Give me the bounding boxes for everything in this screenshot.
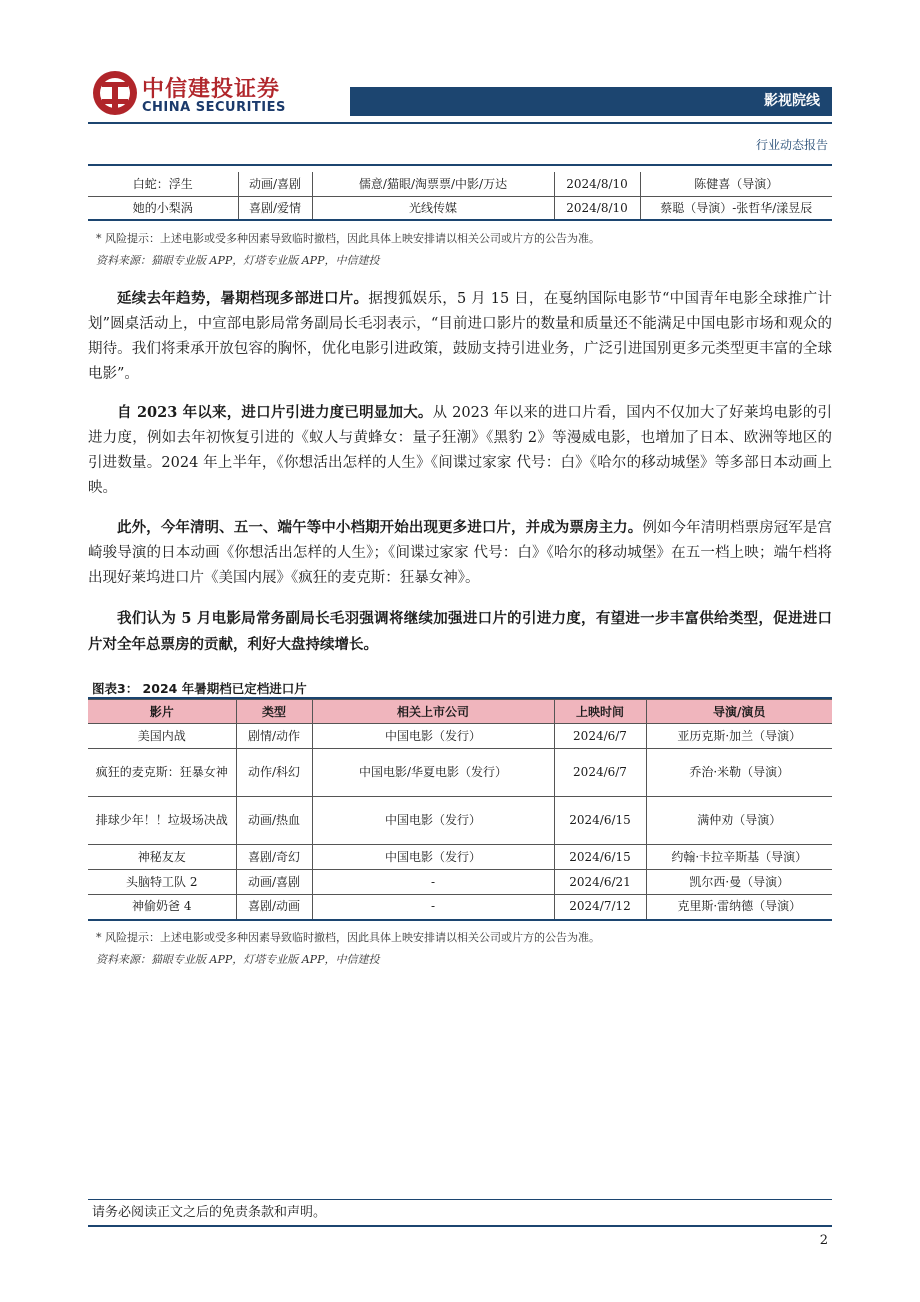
table-cell: 2024/8/10 xyxy=(554,196,640,220)
table-cell: 蔡聪（导演）-张哲华/漾昱辰 xyxy=(640,196,832,220)
table-cell: 动画/喜剧 xyxy=(238,172,312,196)
table-row xyxy=(88,196,832,220)
footer-divider xyxy=(88,1199,832,1200)
paragraph-1 xyxy=(88,286,832,387)
paragraph-3 xyxy=(88,515,832,591)
brand-name-en: CHINA SECURITIES xyxy=(142,100,286,115)
table-cell: 凯尔西·曼（导演） xyxy=(646,870,832,895)
table-cell: 动画/喜剧 xyxy=(236,870,312,895)
paragraph-lead: 延续去年趋势，暑期档现多部进口片。 xyxy=(117,290,369,307)
paragraph-body: 据搜狐娱乐，5 月 15 日，在戛纳国际电影节“中国青年电影全球推广计划”圆桌活动上，中宣部电影局常务副局长毛羽表示，“目前进口影片的数量和质量还不能满足中国电影市场和观众的期待。我们将秉承开放包容的胸怀，优化电影引进政策，鼓励支持引进业务，广泛引进国别更多元类型更丰富的全球电影”。 xyxy=(88,291,832,382)
table-row xyxy=(88,895,832,920)
table-row xyxy=(88,749,832,797)
table-cell: 排球少年！！垃圾场决战 xyxy=(88,797,236,845)
table-row xyxy=(88,172,832,196)
column-header: 类型 xyxy=(236,700,312,724)
table-cell: - xyxy=(312,895,554,920)
column-header: 上映时间 xyxy=(554,700,646,724)
paragraph-body: 例如今年清明档票房冠军是宫崎骏导演的日本动画《你想活出怎样的人生》；《间谍过家家 代号：白》《哈尔的移动城堡》在五一档上映；端午档将出现好莱坞进口片《美国内展》《疯狂的麦克斯：狂暴女神》。 xyxy=(88,520,832,586)
table1-top-rule xyxy=(88,164,832,166)
table-cell: 动作/科幻 xyxy=(236,749,312,797)
table-row xyxy=(88,845,832,870)
table-cell: 亚历克斯·加兰（导演） xyxy=(646,724,832,749)
section-title: 影视院线 xyxy=(764,93,820,109)
table-cell: 2024/7/12 xyxy=(554,895,646,920)
table-cell: 美国内战 xyxy=(88,724,236,749)
table-cell: 2024/6/15 xyxy=(554,797,646,845)
table-cell: 喜剧/动画 xyxy=(236,895,312,920)
citic-logo-icon xyxy=(92,70,138,116)
table-cell: 2024/6/7 xyxy=(554,749,646,797)
page-number: 2 xyxy=(819,1233,828,1248)
table-cell: 喜剧/奇幻 xyxy=(236,845,312,870)
table-cell: 2024/8/10 xyxy=(554,172,640,196)
table-cell: 乔治·米勒（导演） xyxy=(646,749,832,797)
header-divider xyxy=(88,122,832,124)
table-row xyxy=(88,870,832,895)
column-header: 导演/演员 xyxy=(646,700,832,724)
source-note: 资料来源：猫眼专业版 APP，灯塔专业版 APP，中信建投 xyxy=(96,953,380,966)
paragraph-2 xyxy=(88,400,832,501)
table-cell: 克里斯·雷纳德（导演） xyxy=(646,895,832,920)
table-row xyxy=(88,724,832,749)
column-header: 相关上市公司 xyxy=(312,700,554,724)
table-cell: 2024/6/7 xyxy=(554,724,646,749)
footer-rule xyxy=(88,1225,832,1227)
table-cell: 2024/6/15 xyxy=(554,845,646,870)
source-note: 资料来源：猫眼专业版 APP，灯塔专业版 APP，中信建投 xyxy=(96,254,380,267)
table-cell: 神偷奶爸 4 xyxy=(88,895,236,920)
table-cell: 头脑特工队 2 xyxy=(88,870,236,895)
brand-name-cn: 中信建投证券 xyxy=(142,77,281,102)
table-cell: 剧情/动作 xyxy=(236,724,312,749)
paragraph-lead: 自 2023 年以来，进口片引进力度已明显加大。 xyxy=(117,404,433,421)
table-cell: 神秘友友 xyxy=(88,845,236,870)
continued-film-table xyxy=(88,172,832,221)
table-cell: 动画/热血 xyxy=(236,797,312,845)
table-cell: 她的小梨涡 xyxy=(88,196,238,220)
table-cell: 中国电影（发行） xyxy=(312,845,554,870)
disclaimer: 请务必阅读正文之后的免责条款和声明。 xyxy=(92,1205,327,1220)
report-type: 行业动态报告 xyxy=(755,138,828,152)
table-cell: 白蛇：浮生 xyxy=(88,172,238,196)
table-cell: 疯狂的麦克斯：狂暴女神 xyxy=(88,749,236,797)
table-cell: 喜剧/爱情 xyxy=(238,196,312,220)
table-cell: 中国电影（发行） xyxy=(312,724,554,749)
table-cell: 光线传媒 xyxy=(312,196,554,220)
column-header: 影片 xyxy=(88,700,236,724)
table-cell: 儒意/猫眼/淘票票/中影/万达 xyxy=(312,172,554,196)
table-row xyxy=(88,797,832,845)
figure-title: 图表3： 2024 年暑期档已定档进口片 xyxy=(92,681,307,696)
table-cell: 中国电影（发行） xyxy=(312,797,554,845)
table-header-row xyxy=(88,700,832,724)
section-banner xyxy=(350,87,832,116)
table-cell: 中国电影/华夏电影（发行） xyxy=(312,749,554,797)
table-cell: 满仲劝（导演） xyxy=(646,797,832,845)
table-cell: 约翰·卡拉辛斯基（导演） xyxy=(646,845,832,870)
paragraph-body: 从 2023 年以来的进口片看，国内不仅加大了好莱坞电影的引进力度，例如去年初恢复引进的《蚁人与黄蜂女：量子狂潮》《黑豹 2》等漫威电影，也增加了日本、欧洲等地区的引进数量。2024 年上半年，《你想活出怎样的人生》《间谍过家家 代号：白》《哈尔的移动城堡》等多部日本动画上映。 xyxy=(88,405,832,496)
paragraph-lead: 此外，今年清明、五一、端午等中小档期开始出现更多进口片，并成为票房主力。 xyxy=(117,519,643,536)
table-cell: 陈健喜（导演） xyxy=(640,172,832,196)
table-cell: - xyxy=(312,870,554,895)
table-cell: 2024/6/21 xyxy=(554,870,646,895)
paragraph-lead: 我们认为 5 月电影局常务副局长毛羽强调将继续加强进口片的引进力度，有望进一步丰富供给类型，促进进口片对全年总票房的贡献，利好大盘持续增长。 xyxy=(88,610,832,653)
imported-films-table xyxy=(88,699,832,921)
risk-note: * 风险提示：上述电影或受多种因素导致临时撤档，因此具体上映安排请以相关公司或片方的公告为准。 xyxy=(96,232,600,245)
risk-note: * 风险提示：上述电影或受多种因素导致临时撤档，因此具体上映安排请以相关公司或片方的公告为准。 xyxy=(96,931,600,944)
paragraph-4 xyxy=(88,606,832,658)
